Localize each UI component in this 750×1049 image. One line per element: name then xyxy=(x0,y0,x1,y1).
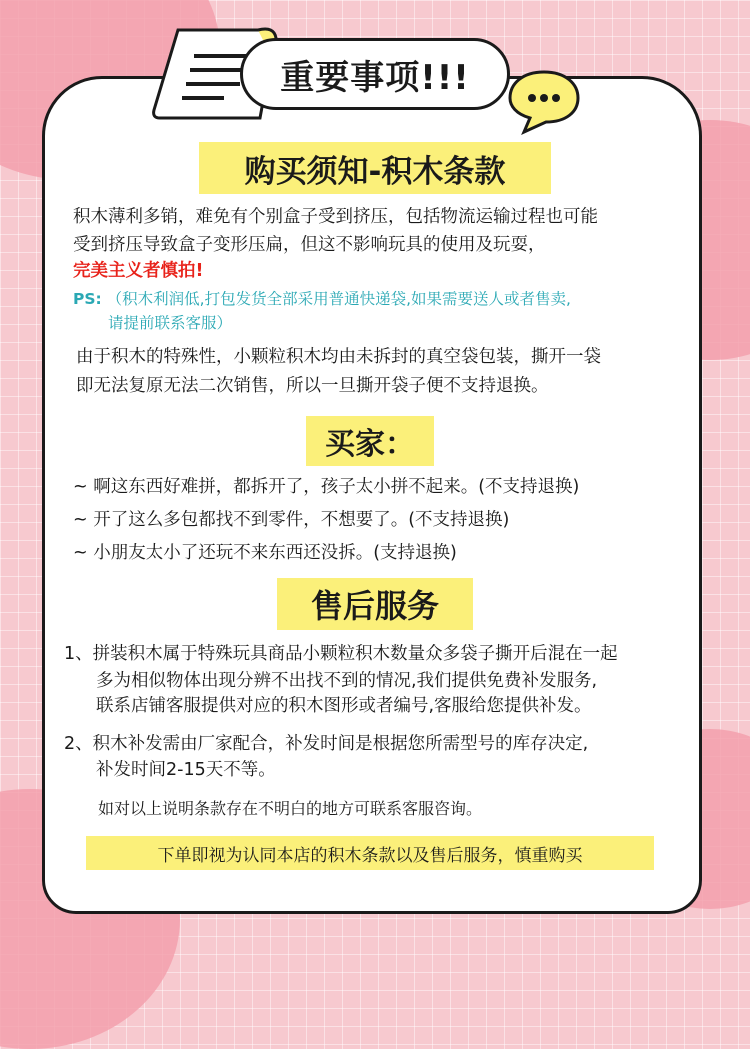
ps-text: 请提前联系客服） xyxy=(108,314,233,332)
after-sales-item: 补发时间2-15天不等。 xyxy=(96,760,276,780)
page-title: 重要事项!!! xyxy=(240,38,510,110)
ps-note-line xyxy=(73,286,571,312)
buyer-list-item: ~ 开了这么多包都找不到零件，不想要了。(不支持退换) xyxy=(73,510,510,530)
after-sales-item: 联系店铺客服提供对应的积木图形或者编号,客服给您提供补发。 xyxy=(96,696,592,716)
buyer-list-item: ~ 啊这东西好难拼，都拆开了，孩子太小拼不起来。(不支持退换) xyxy=(73,477,580,497)
purchase-notice-text: 受到挤压导致盒子变形压扁，但这不影响玩具的使用及玩耍， xyxy=(73,235,546,255)
ps-label: PS: xyxy=(73,290,102,308)
after-sales-heading: 售后服务 xyxy=(277,578,473,630)
after-sales-item: 多为相似物体出现分辨不出找不到的情况,我们提供免费补发服务, xyxy=(96,671,598,691)
purchase-notice-text: 积木薄利多销，难免有个别盒子受到挤压，包括物流运输过程也可能 xyxy=(73,207,598,227)
purchase-notice-text: 即无法复原无法二次销售，所以一旦撕开袋子便不支持退换。 xyxy=(76,376,549,396)
purchase-notice-text: 由于积木的特殊性，小颗粒积木均由未拆封的真空袋包装，撕开一袋 xyxy=(76,347,601,367)
contact-note: 如对以上说明条款存在不明白的地方可联系客服咨询。 xyxy=(98,799,483,818)
buyer-heading: 买家： xyxy=(306,416,434,466)
ps-text: （积木利润低,打包发货全部采用普通快递袋,如果需要送人或者售卖, xyxy=(106,290,571,308)
purchase-notice-heading: 购买须知-积木条款 xyxy=(199,142,551,194)
warning-text: 完美主义者慎拍! xyxy=(73,261,204,281)
after-sales-item: 2、积木补发需由厂家配合，补发时间是根据您所需型号的库存决定, xyxy=(64,734,589,754)
speech-bubble-icon xyxy=(506,66,582,136)
footer-notice: 下单即视为认同本店的积木条款以及售后服务，慎重购买 xyxy=(86,836,654,870)
buyer-list-item: ~ 小朋友太小了还玩不来东西还没拆。(支持退换) xyxy=(73,543,457,563)
after-sales-item: 1、拼装积木属于特殊玩具商品小颗粒积木数量众多袋子撕开后混在一起 xyxy=(64,644,618,664)
